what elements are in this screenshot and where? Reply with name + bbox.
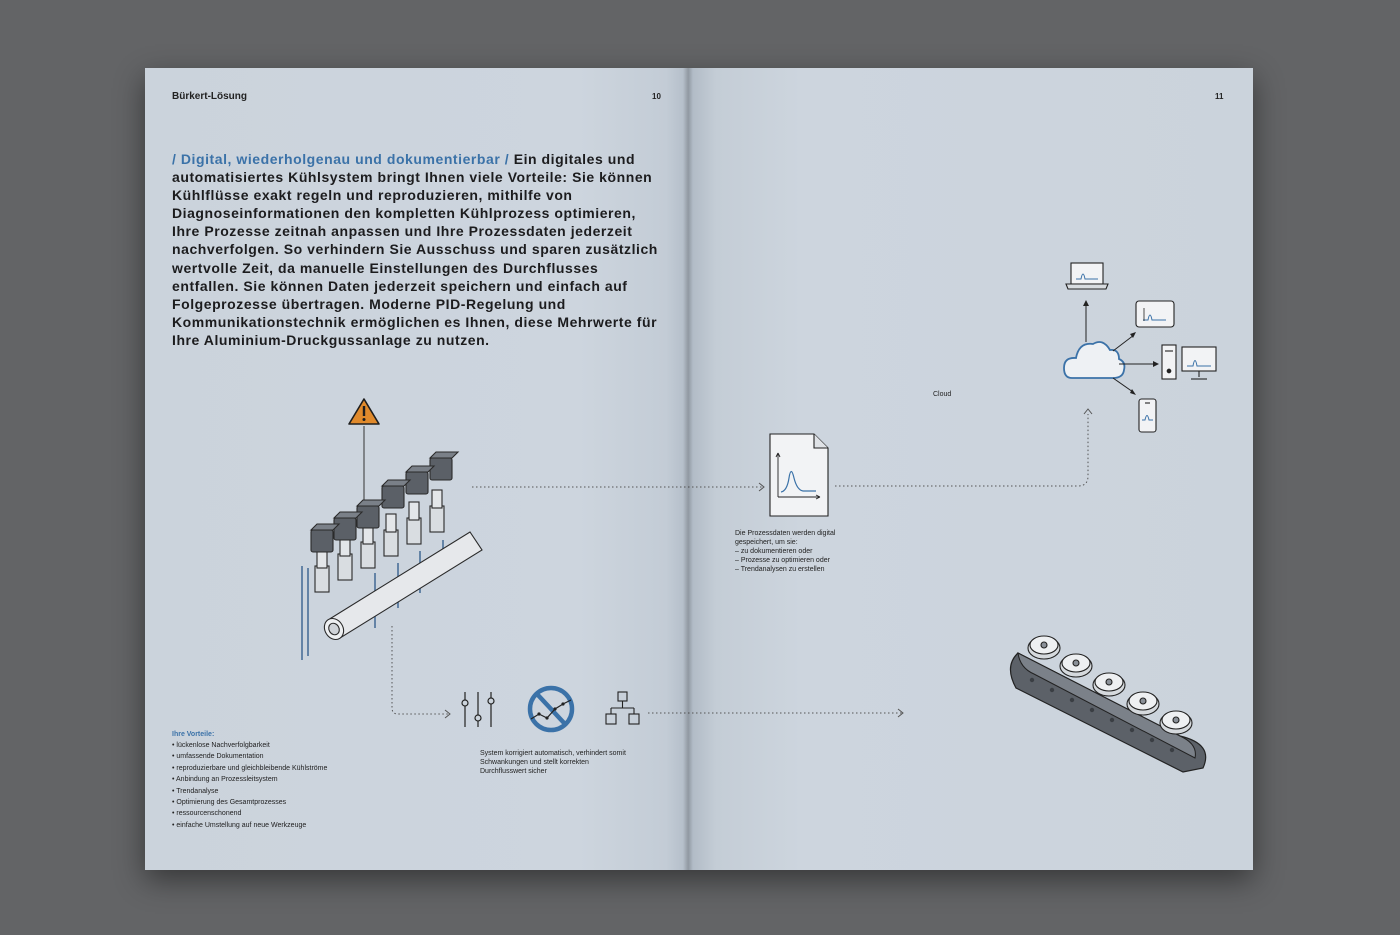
benefit-item: • umfassende Dokumentation <box>172 751 432 762</box>
data-caption-item: – Trendanalysen zu erstellen <box>735 566 825 573</box>
benefit-item: • Anbindung an Prozessleitsystem <box>172 774 432 785</box>
benefits-title: Ihre Vorteile: <box>172 731 215 738</box>
benefit-item: • Optimierung des Gesamtprozesses <box>172 797 432 808</box>
benefit-item: • einfache Umstellung auf neue Werkzeuge <box>172 820 432 831</box>
page-number-left: 10 <box>652 92 661 101</box>
monitor-icon <box>1182 347 1216 379</box>
system-caption: System korrigiert automatisch, verhindert somit Schwankungen und stellt korrekten Durchflusswert sicher <box>480 750 626 775</box>
no-fluctuation-icon <box>530 688 572 730</box>
valve-manifold-illustration <box>302 452 482 660</box>
data-caption-item: – Prozesse zu optimieren oder <box>735 557 830 564</box>
benefits-list <box>172 731 432 831</box>
intro-body: Ein digitales und automatisiertes Kühlsystem bringt Ihnen viele Vorteile: Sie können Kühlflüsse exakt regeln und reproduzieren, mithilfe von Diagnoseinformationen den kompletten Kühlprozess optimieren, Ihre Prozesse zeitnah anpassen und Ihre Prozessdaten jederzeit nachverfolgen. So verhindern Sie Ausschuss und sparen zusätzlich wertvolle Zeit, da manuelle Einstellungen des Durchflusses entfallen. Sie können Daten jederzeit speichern und einfach auf Folgeprozesse übertragen. Moderne PID-Regelung und Kommunikationstechnik ermöglichen es Ihnen, diese Mehrwerte für Ihre Aluminium-Druckgussanlage zu nutzen. <box>172 151 658 348</box>
spine-shadow <box>683 68 693 870</box>
benefit-item: • Trendanalyse <box>172 786 432 797</box>
data-caption <box>735 529 875 574</box>
document-chart-icon <box>770 434 828 516</box>
laptop-icon <box>1066 263 1108 289</box>
pc-tower-icon <box>1162 345 1176 379</box>
cloud-label: Cloud <box>933 391 952 398</box>
right-illustration <box>688 68 1253 870</box>
benefit-item: • ressourcenschonend <box>172 808 432 819</box>
warning-icon <box>349 399 379 500</box>
sliders-icon <box>462 692 494 727</box>
page-number-right: 11 <box>1215 92 1224 101</box>
intro-accent: / Digital, wiederholgenau und dokumentierbar / <box>172 151 510 167</box>
benefit-item: • lückenlose Nachverfolgbarkeit <box>172 740 432 751</box>
network-icon <box>606 692 639 724</box>
smartphone-icon <box>1139 399 1156 432</box>
benefit-item: • reproduzierbare und gleichbleibende Kühlströme <box>172 763 432 774</box>
left-page <box>145 68 688 870</box>
cloud-icon <box>1064 342 1124 378</box>
conveyor-wheels-illustration <box>1010 636 1205 772</box>
section-header: Bürkert-Lösung <box>172 91 247 102</box>
tablet-icon <box>1136 301 1174 327</box>
right-page <box>688 68 1253 870</box>
data-caption-item: – zu dokumentieren oder <box>735 548 813 555</box>
data-caption-lead: Die Prozessdaten werden digital gespeichert, um sie: <box>735 530 836 546</box>
brochure-spread <box>145 68 1253 870</box>
